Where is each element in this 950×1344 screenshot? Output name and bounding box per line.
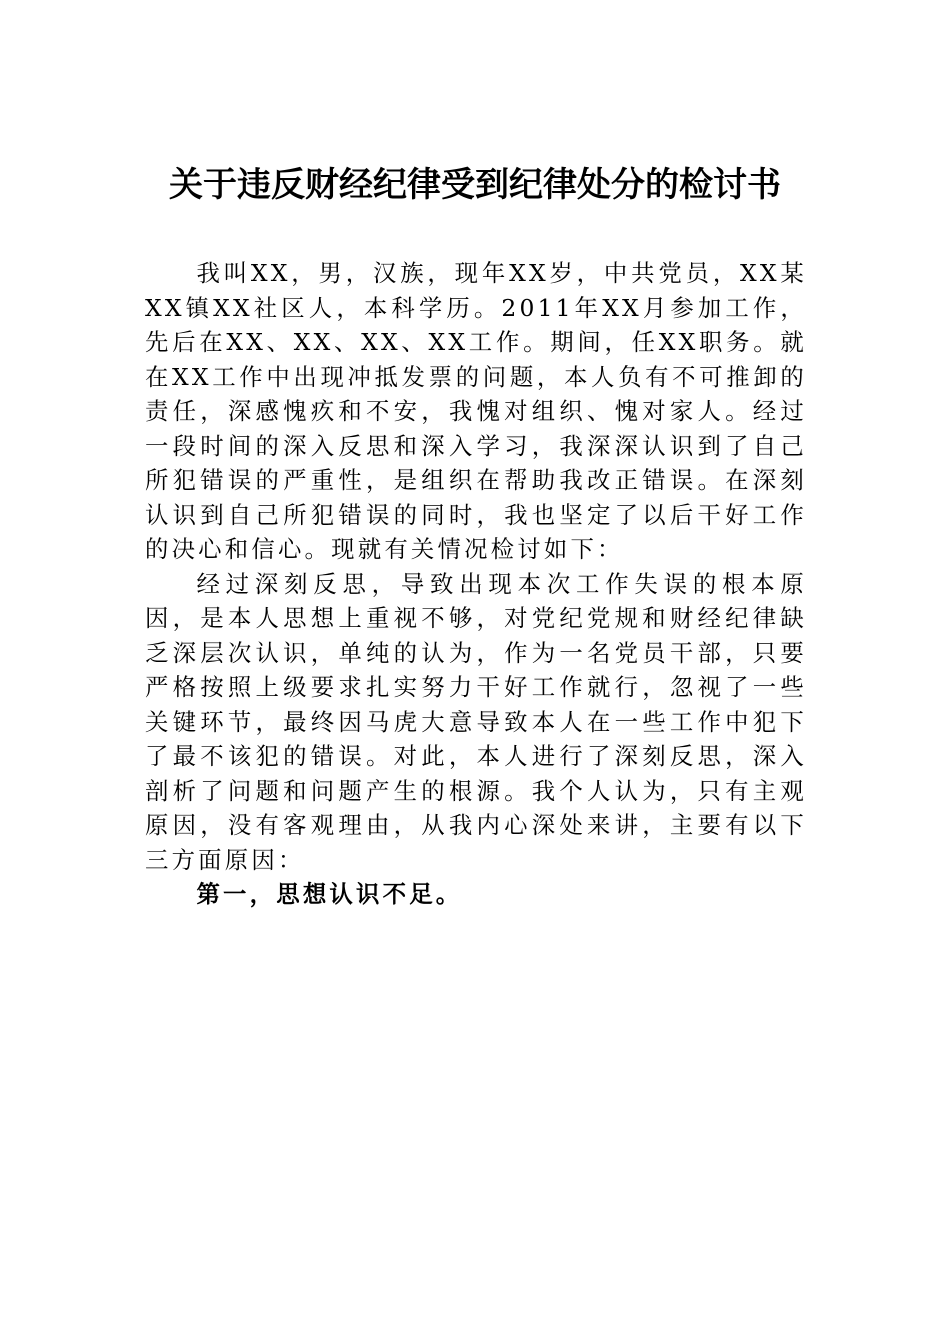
document-title: 关于违反财经纪律受到纪律处分的检讨书 bbox=[169, 165, 781, 205]
document-body bbox=[145, 256, 807, 912]
section-heading-first: 第一，思想认识不足。 bbox=[196, 880, 463, 908]
paragraph-intro: 我叫XX，男，汉族，现年XX岁，中共党员，XX某XX镇XX社区人，本科学历。2011年XX月参加工作，先后在XX、XX、XX、XX工作。期间，任XX职务。就在XX工作中出现冲抵发票的问题，本人负有不可推卸的责任，深感愧疚和不安，我愧对组织、愧对家人。经过一段时间的深入反思和深入学习，我深深认识到了自己所犯错误的严重性，是组织在帮助我改正错误。在深刻认识到自己所犯错误的同时，我也坚定了以后干好工作的决心和信心。现就有关情况检讨如下： bbox=[145, 259, 807, 563]
paragraph-reasons: 经过深刻反思，导致出现本次工作失误的根本原因，是本人思想上重视不够，对党纪党规和财经纪律缺乏深层次认识，单纯的认为，作为一名党员干部，只要严格按照上级要求扎实努力干好工作就行，忽视了一些关键环节，最终因马虎大意导致本人在一些工作中犯下了最不该犯的错误。对此，本人进行了深刻反思，深入剖析了问题和问题产生的根源。我个人认为，只有主观原因，没有客观理由，从我内心深处来讲，主要有以下三方面原因： bbox=[145, 569, 807, 874]
